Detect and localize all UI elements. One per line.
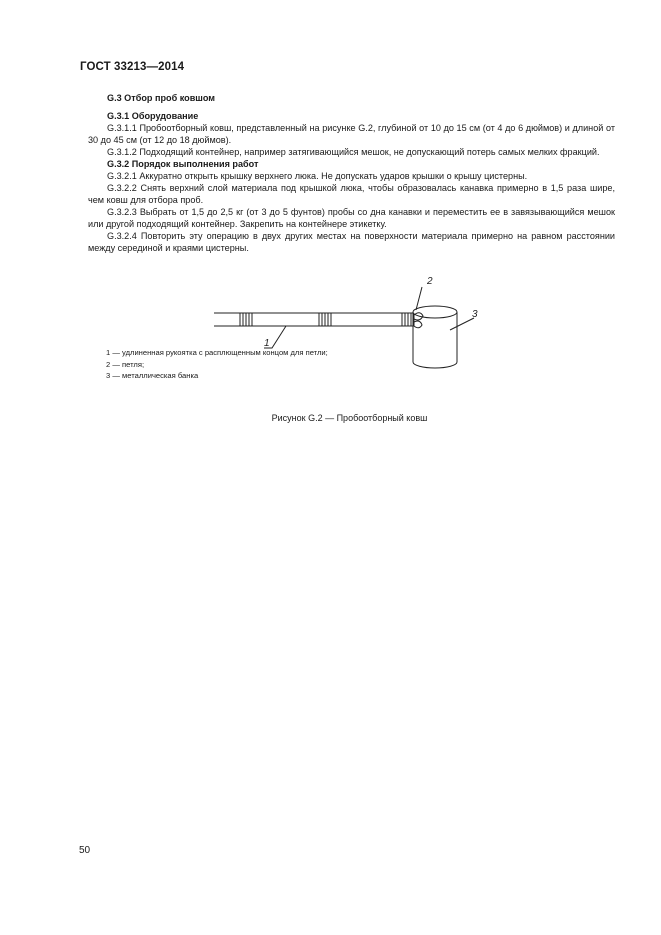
figure-legend <box>106 347 328 382</box>
legend-item-1: 1 — удлиненная рукоятка с расплющенным концом для петли; <box>106 348 328 357</box>
coupling-2 <box>319 313 331 326</box>
leader-2 <box>416 287 422 310</box>
callout-1: 1 <box>264 338 270 349</box>
paragraph-g3-2-4: G.3.2.4 Повторить эту операцию в двух других местах на поверхности материала примерно на равном расстоянии между серединой и краями цистерны. <box>88 231 615 253</box>
callout-3: 3 <box>472 309 478 320</box>
equipment-subtitle: G.3.1 Оборудование <box>107 111 199 121</box>
callout-2: 2 <box>427 276 433 287</box>
legend-item-3: 3 — металлическая банка <box>106 371 199 380</box>
document-header: ГОСТ 33213—2014 <box>80 61 185 73</box>
paragraph-g3-1-2: G.3.1.2 Подходящий контейнер, например затягивающийся мешок, не допускающий потерь самых мелких фракций. <box>107 147 600 157</box>
figure-caption: Рисунок G.2 — Пробоотборный ковш <box>271 413 428 423</box>
paragraph-g3-1-1: G.3.1.1 Пробоотборный ковш, представленный на рисунке G.2, глубиной от 10 до 15 см (от 4 до 6 дюймов) и длиной от 30 до 45 см (от 12 до 18 дюймов). <box>88 123 615 145</box>
paragraph-g3-2-1: G.3.2.1 Аккуратно открыть крышку верхнего люка. Не допускать ударов крышки о крышу цистерны. <box>107 171 528 181</box>
procedure-subtitle: G.3.2 Порядок выполнения работ <box>107 159 259 169</box>
paragraph-g3-2-2: G.3.2.2 Снять верхний слой материала под крышкой люка, чтобы образовалась канавка примерно в 1,5 раза шире, чем ковш для отбора проб. <box>88 183 615 205</box>
page-number: 50 <box>79 845 91 856</box>
leader-3 <box>450 318 474 330</box>
coupling-1 <box>240 313 252 326</box>
paragraph-g3-2-3: G.3.2.3 Выбрать от 1,5 до 2,5 кг (от 3 до 5 фунтов) пробы со дна канавки и переместить ее в завязывающийся мешок или другой подходящий контейнер. Закрепить на контейнере этикетку. <box>88 207 615 229</box>
section-title: G.3 Отбор проб ковшом <box>107 93 216 103</box>
coupling-3 <box>402 313 414 326</box>
legend-item-2: 2 — петля; <box>106 359 145 369</box>
section-body <box>88 92 615 254</box>
metal-can <box>413 306 457 368</box>
